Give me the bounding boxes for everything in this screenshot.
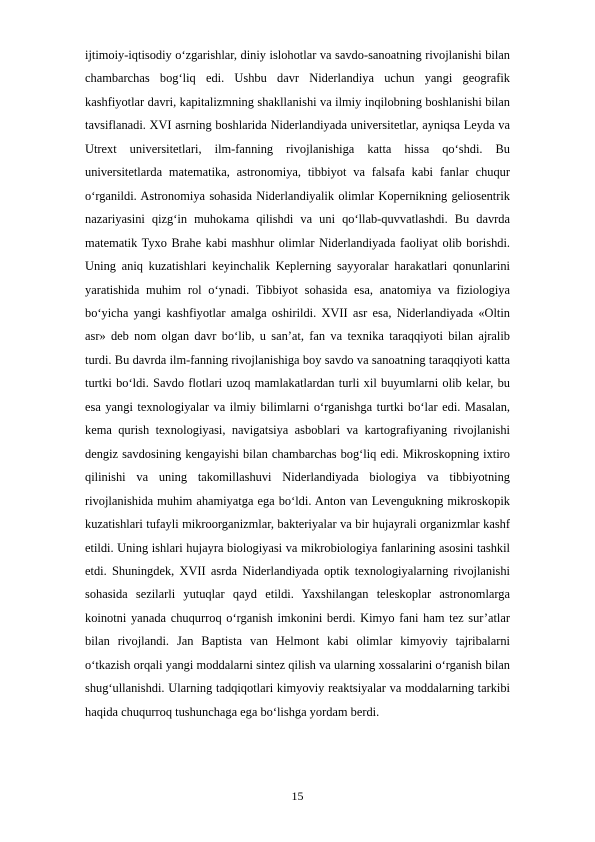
- page-number: 15: [291, 789, 304, 803]
- body-paragraph: ijtimoiy-iqtisodiy o‘zgarishlar, diniy islohotlar va savdo-sanoatning rivojlanishi bilan chambarchas bog‘liq edi. Ushbu davr Niderlandiya uchun yangi geografik kashfiyotlar davri, kapitalizmning shakllanishi va ilmiy inqilobning boshlanishi bilan tavsiflanadi. XVI asrning boshlarida Niderlandiyada universitetlar, ayniqsa Leyda va Utrext universitetlari, ilm-fanning rivojlanishiga katta hissa qo‘shdi. Bu universitetlarda matematika, astronomiya, tibbiyot va falsafa kabi fanlar chuqur o‘rganildi. Astronomiya sohasida Niderlandiyalik olimlar Kopernikning geliosentrik nazariyasini qizg‘in muhokama qilishdi va uni qo‘llab-quvvatlashdi. Bu davrda matematik Tyxo Brahe kabi mashhur olimlar Niderlandiyada faoliyat olib borishdi. Uning aniq kuzatishlari keyinchalik Keplerning sayyoralar harakatlari qonunlarini yaratishida muhim rol o‘ynadi. Tibbiyot sohasida esa, anatomiya va fiziologiya bo‘yicha yangi kashfiyotlar amalga oshirildi. XVII asr esa, Niderlandiyada «Oltin asr» deb nom olgan davr bo‘lib, u san’at, fan va texnika taraqqiyoti bilan ajralib turdi. Bu davrda ilm-fanning rivojlanishiga boy savdo va sanoatning taraqqiyoti katta turtki bo‘ldi. Savdo flotlari uzoq mamlakatlardan turli xil buyumlarni olib kelar, bu esa yangi texnologiyalar va ilmiy bilimlarni o‘rganishga turtki bo‘lar edi. Masalan, kema qurish texnologiyasi, navigatsiya asboblari va kartografiyaning rivojlanishi dengiz savdosining kengayishi bilan chambarchas bog‘liq edi. Mikroskopning ixtiro qilinishi va uning takomillashuvi Niderlandiyada biologiya va tibbiyotning rivojlanishida muhim ahamiyatga ega bo‘ldi. Anton van Levengukning mikroskopik kuzatishlari tufayli mikroorganizmlar, bakteriyalar va bir hujayrali organizmlar kashf etildi. Uning ishlari hujayra biologiyasi va mikrobiologiya fanlarining asosini tashkil etdi. Shuningdek, XVII asrda Niderlandiyada optik texnologiyalarning rivojlanishi sohasida sezilarli yutuqlar qayd etildi. Yaxshilangan teleskoplar astronomlarga koinotni yanada chuqurroq o‘rganish imkonini berdi. Kimyo fani ham tez sur’atlar bilan rivojlandi. Jan Baptista van Helmont kabi olimlar kimyoviy tajribalarni o‘tkazish orqali yangi moddalarni sintez qilish va ularning xossalarini o‘rganish bilan shug‘ullanishdi. Ularning tadqiqotlari kimyoviy reaktsiyalar va moddalarning tarkibi haqida chuqurroq tushunchaga ega bo‘lishga yordam berdi.: [85, 48, 510, 719]
- document-page: [85, 44, 510, 804]
